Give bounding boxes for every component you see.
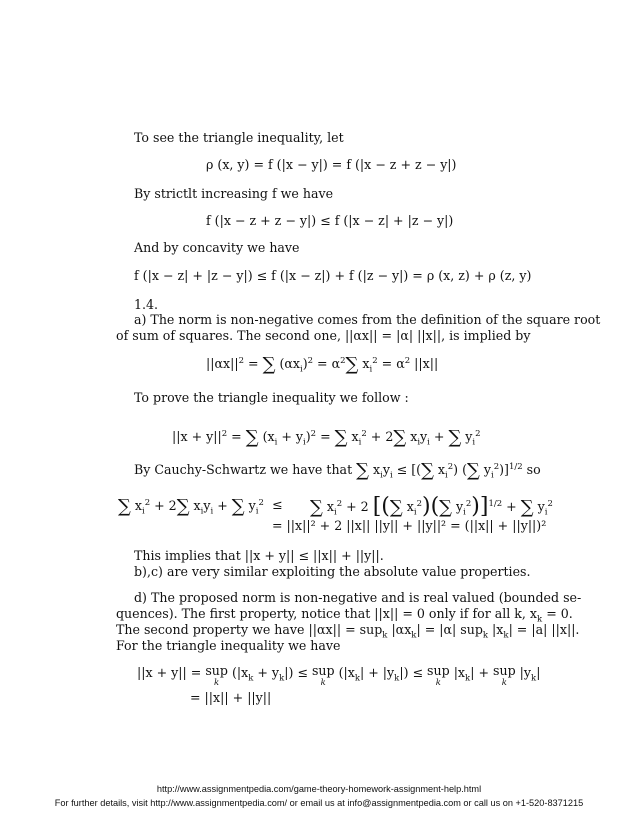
footer-url[interactable]: http://www.assignmentpedia.com/game-theory-homework-assignment-help.html xyxy=(156,784,482,794)
equation: f (|x − z + z − y|) ≤ f (|x − z| + |z − y|) xyxy=(206,213,454,228)
equation: ||x + y|| = sup k $(|x_k + y_k|)$ ≤ sup k $(|x_k| + |y_k|)$ ≤ sup k $|x_k|$ + sup k $|y_k|$ xyxy=(137,663,541,688)
text-line: b),c) are very similar exploiting the absolute value properties. xyxy=(134,564,531,579)
footer-contact: For further details, visit http://www.assignmentpedia.com/ or email us at info@assignmentpedia.com or call us on +1-520-8371215 xyxy=(54,798,584,808)
text-line: d) The proposed norm is non-negative and is real valued (bounded se- xyxy=(134,590,582,605)
leq-sign: ≤ xyxy=(272,497,283,512)
text-line: By Cauchy-Schwartz we have that ∑ $x_iy_i$ ≤ [(∑ $x_i^2$) (∑ $y_i^2)]^{1/2}$ so xyxy=(134,460,541,481)
equation: = ||x|| + ||y|| xyxy=(190,690,272,705)
text-line: To see the triangle inequality, let xyxy=(134,130,344,145)
equation: = ||x||² + 2 ||x|| ||y|| + ||y||² = (||x|| + ||y||)² xyxy=(272,518,547,533)
equation: $||\alpha x||^2$ = ∑ $(\alpha x_i)^2 = \alpha^2\sum$ $x_i^2 = \alpha^2$ ||x|| xyxy=(206,354,439,375)
equation: ∑ $x_i^2 + 2\sum$ $x_iy_i$ + ∑ $y_i^2$ xyxy=(118,496,264,517)
equation: ∑ $x_i^2 + 2$ [(∑ $x_i^2)(\sum$ $y_i^2)]^{1/2}$ + ∑ $y_i^2$ xyxy=(310,494,553,519)
text-line: quences). The first property, notice that ||x|| = 0 only if for all k, $x_k = 0$. xyxy=(116,606,573,625)
text-line: And by concavity we have xyxy=(134,240,300,255)
text-line: To prove the triangle inequality we follow : xyxy=(134,390,409,405)
text-line: By strictlt increasing f we have xyxy=(134,186,334,201)
text-line: of sum of squares. The second one, ||αx|| = |α| ||x||, is implied by xyxy=(116,328,531,343)
text-line: a) The norm is non-negative comes from the definition of the square root xyxy=(134,312,601,327)
equation: f (|x − z| + |z − y|) ≤ f (|x − z|) + f (|z − y|) = ρ (x, z) + ρ (z, y) xyxy=(134,268,532,283)
text-line: This implies that ||x + y|| ≤ ||x|| + ||y||. xyxy=(134,548,384,563)
section-number: 1.4. xyxy=(134,297,159,312)
equation: $||x + y||^2$ = ∑ $(x_i + y_i)^2$ = ∑ $x_i^2 + 2\sum$ $x_iy_i$ + ∑ $y_i^2$ xyxy=(172,427,481,448)
equation: ρ (x, y) = f (|x − y|) = f (|x − z + z − y|) xyxy=(206,157,457,172)
text-line: The second property we have ||αx|| = sup$_k$ $|\alpha x_k| = |\alpha|$ sup$_k$ $|x_k| = |a|$ ||x||. xyxy=(116,622,580,641)
text-line: For the triangle inequality we have xyxy=(116,638,341,653)
